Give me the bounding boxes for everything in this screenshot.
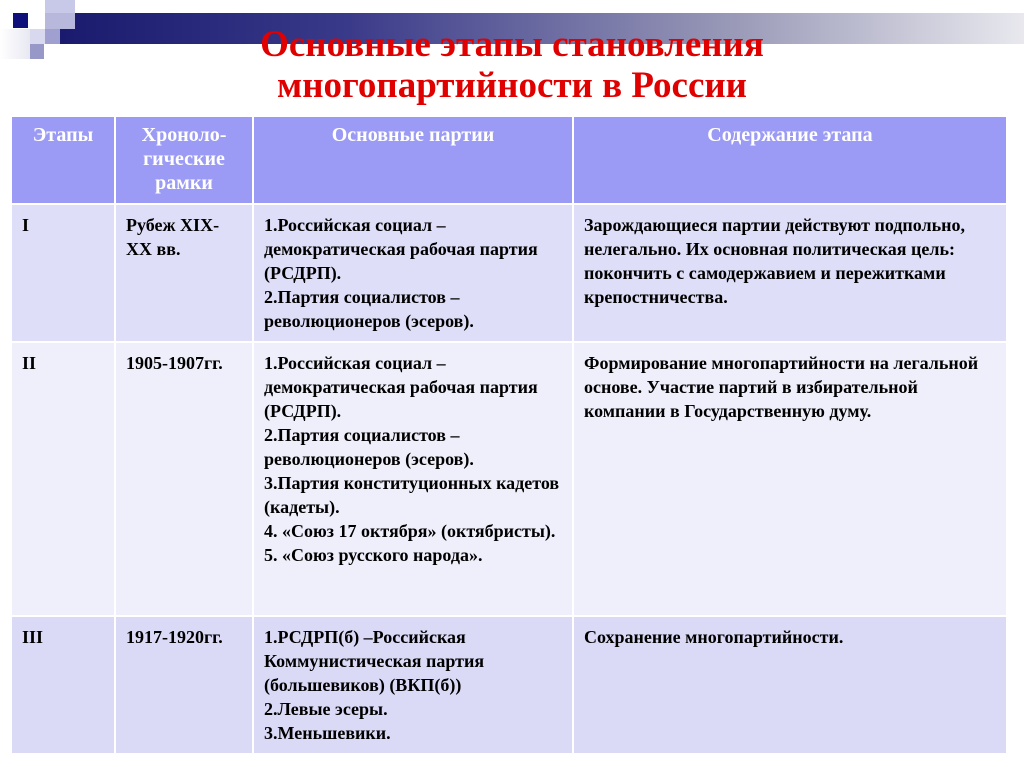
period-cell: 1905-1907гг. (116, 343, 252, 615)
party-item: 1.Российская социал – демократическая рабочая партия (РСДРП). (264, 215, 538, 283)
table-row (12, 205, 1006, 341)
page-title (0, 24, 1024, 106)
parties-cell (254, 343, 572, 615)
header-content: Содержание этапа (574, 117, 1006, 203)
party-item: 2.Партия социалистов – революционеров (эсеров). (264, 287, 474, 331)
stage-cell: II (12, 343, 114, 615)
stage-cell: III (12, 617, 114, 753)
content-cell: Формирование многопартийности на легальной основе. Участие партий в избирательной компании в Государственную думу. (574, 343, 1006, 615)
party-item: 1.РСДРП(б) –Российская Коммунистическая партия (большевиков) (ВКП(б)) (264, 627, 485, 695)
party-item: 5. «Союз русского народа». (264, 545, 483, 565)
header-stages: Этапы (12, 117, 114, 203)
parties-cell (254, 617, 572, 753)
content-cell: Зарождающиеся партии действуют подпольно, нелегально. Их основная политическая цель: покончить с самодержавием и пережитками крепостничества. (574, 205, 1006, 341)
title-line: Основные этапы становления (260, 24, 764, 65)
party-item: 3.Меньшевики. (264, 723, 391, 743)
header-period: Хроноло-гические рамки (116, 117, 252, 203)
party-item: 2.Партия социалистов – революционеров (эсеров). (264, 425, 474, 469)
party-item: 1.Российская социал – демократическая рабочая партия (РСДРП). (264, 353, 538, 421)
parties-cell (254, 205, 572, 341)
stages-table (10, 115, 1008, 755)
party-item: 3.Партия конституционных кадетов (кадеты). (264, 473, 560, 517)
content-cell: Сохранение многопартийности. (574, 617, 1006, 753)
table-row (12, 343, 1006, 615)
period-cell: 1917-1920гг. (116, 617, 252, 753)
table-row (12, 617, 1006, 753)
header-parties: Основные партии (254, 117, 572, 203)
stage-cell: I (12, 205, 114, 341)
decor-square (45, 0, 75, 13)
party-item: 4. «Союз 17 октября» (октябристы). (264, 521, 556, 541)
party-item: 2.Левые эсеры. (264, 699, 388, 719)
title-line: многопартийности в России (277, 65, 747, 106)
period-cell: Рубеж XIX-XX вв. (116, 205, 252, 341)
